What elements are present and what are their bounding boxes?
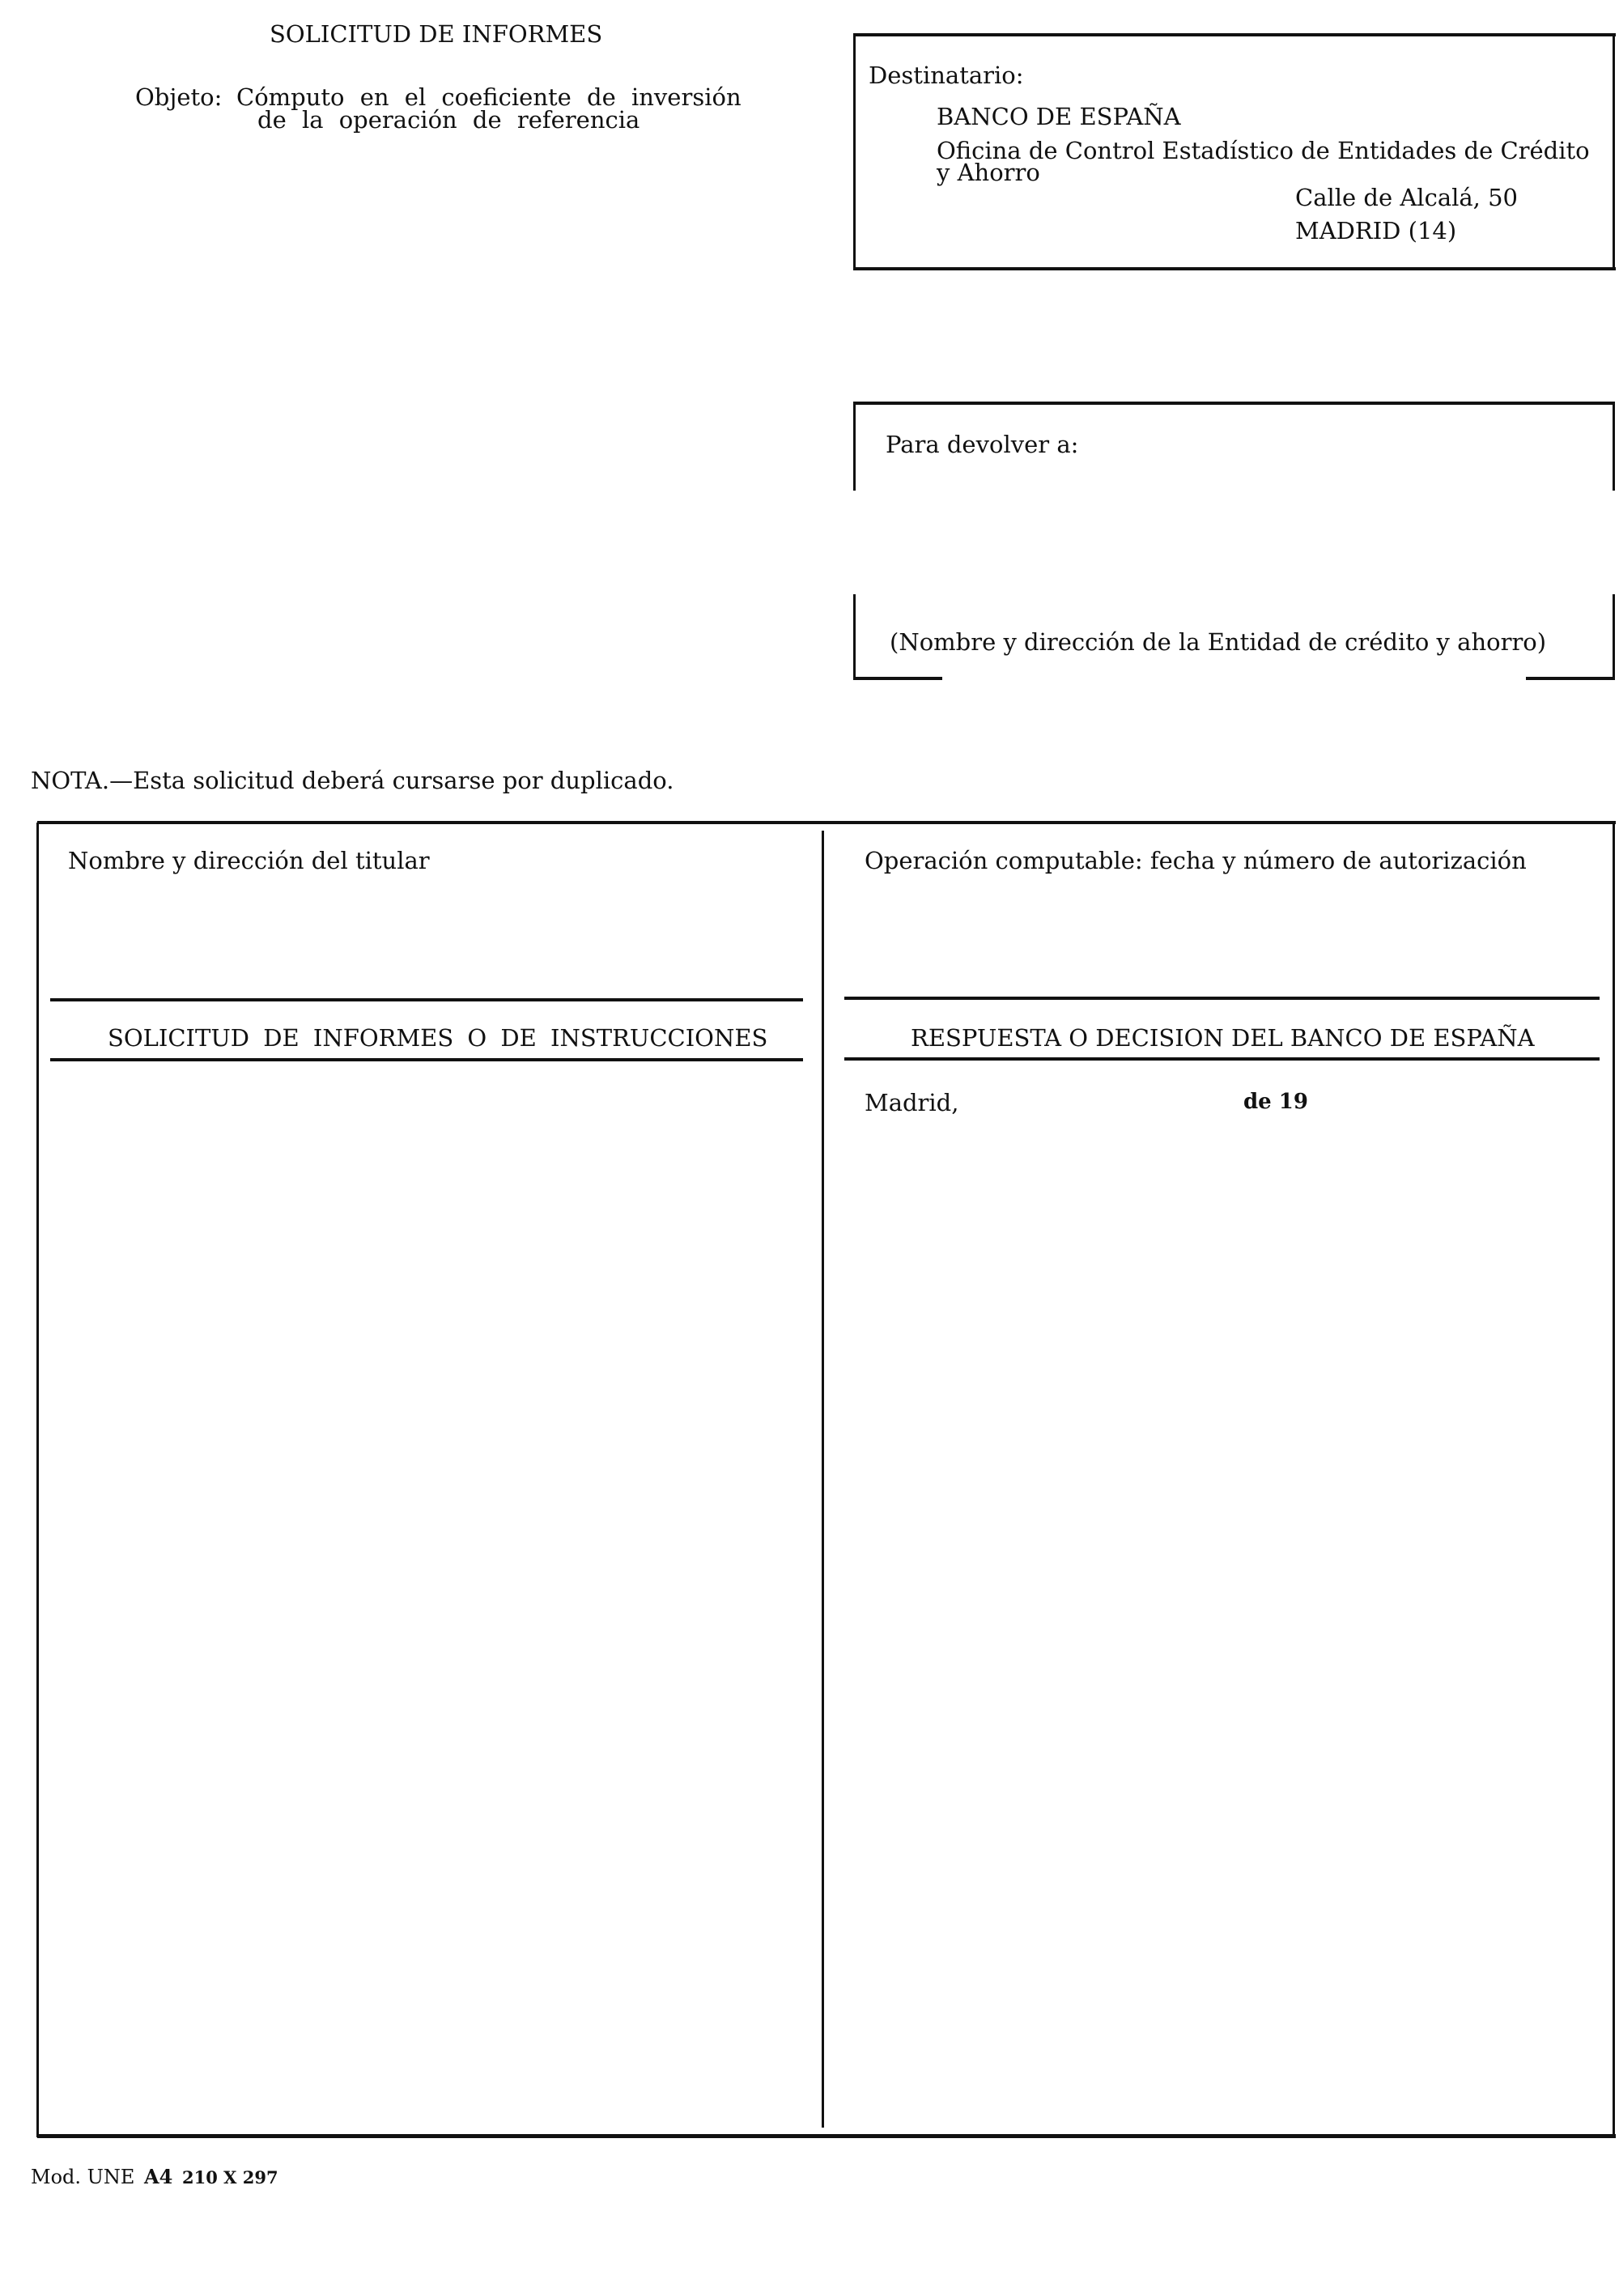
recipient-name: BANCO DE ESPAÑA [937, 103, 1181, 130]
response-date-suffix: de 19 [1243, 1090, 1308, 1114]
model-format: A4 [144, 2165, 173, 2188]
duplicate-note: NOTA.—Esta solicitud deberá cursarse por duplicado. [31, 767, 674, 794]
recipient-office-line-2: y Ahorro [937, 159, 1040, 186]
return-box-right-top-bracket [1613, 402, 1615, 491]
recipient-office-line-1: Oficina de Control Estadístico de Entidades de Crédito [937, 139, 1590, 163]
model-label: Mod. UNE [31, 2166, 135, 2188]
main-box-right-border [1613, 823, 1615, 2137]
return-box-left-bottom-bracket [853, 594, 856, 680]
main-box-top-border [37, 821, 1616, 824]
recipient-street: Calle de Alcalá, 50 [1295, 184, 1519, 211]
object-line-1: Cómputo en el coeficiente de inversión [236, 83, 742, 111]
response-text-area[interactable] [826, 1125, 1611, 2132]
recipient-box-right-border [1613, 33, 1615, 270]
left-header-top-rule [50, 998, 803, 1001]
recipient-box-left-border [853, 33, 856, 270]
request-section-title: SOLICITUD DE INFORMES O DE INSTRUCCIONES [108, 1024, 768, 1052]
left-header-bottom-rule [50, 1058, 803, 1061]
object-label: Objeto: [135, 83, 223, 111]
right-header-top-rule [844, 997, 1600, 1000]
main-box-bottom-border [37, 2134, 1616, 2138]
recipient-city: MADRID (14) [1295, 217, 1457, 244]
model-footer [31, 2167, 278, 2187]
return-box-right-bottom-bracket [1613, 594, 1615, 680]
main-box-left-border [36, 823, 39, 2137]
return-to-label: Para devolver a: [886, 431, 1079, 458]
return-box-top-border [853, 402, 1615, 405]
return-box-bottom-right-stub [1526, 677, 1615, 680]
response-section-title: RESPUESTA O DECISION DEL BANCO DE ESPAÑA [911, 1024, 1535, 1052]
object-line-2: de la operación de referencia [257, 106, 640, 134]
right-header-bottom-rule [844, 1057, 1600, 1061]
recipient-box-bottom-border [853, 267, 1616, 270]
return-box-bottom-left-stub [853, 677, 942, 680]
recipient-box-top-border [853, 33, 1616, 36]
form-title: SOLICITUD DE INFORMES [270, 20, 603, 48]
operation-label: Operación computable: fecha y número de autorización [865, 847, 1527, 874]
return-to-caption: (Nombre y dirección de la Entidad de crédito y ahorro) [890, 628, 1547, 656]
column-divider [822, 831, 824, 2128]
holder-label: Nombre y dirección del titular [68, 847, 430, 874]
return-box-left-top-bracket [853, 402, 856, 491]
recipient-label: Destinatario: [869, 62, 1024, 89]
response-place: Madrid, [865, 1089, 959, 1116]
model-size: 210 X 297 [182, 2167, 278, 2188]
request-text-area[interactable] [40, 1065, 819, 2132]
